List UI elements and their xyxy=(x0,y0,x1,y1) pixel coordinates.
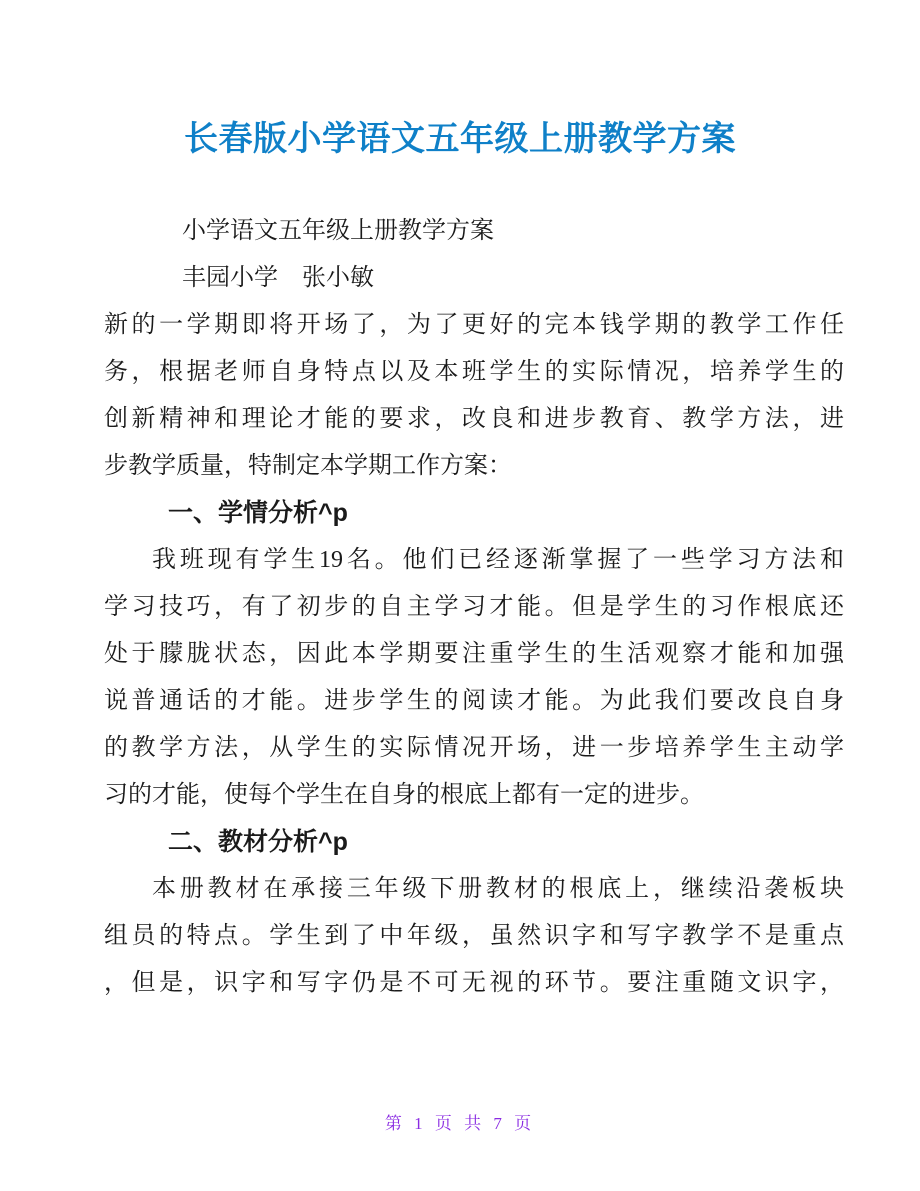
paragraph-line: 我班现有学生19名。他们已经逐渐掌握了一些学习方法和 xyxy=(152,547,844,573)
page-number-footer: 第 1 页 共 7 页 xyxy=(384,1114,536,1133)
paragraph-line: 处于朦胧状态，因此本学期要注重学生的生活观察才能和加强 xyxy=(104,641,844,667)
paragraph-line: 说普通话的才能。进步学生的阅读才能。为此我们要改良自身 xyxy=(104,688,844,714)
paragraph-line: 新的一学期即将开场了，为了更好的完本钱学期的教学工作任 xyxy=(104,312,844,338)
paragraph-line: 步教学质量，特制定本学期工作方案： xyxy=(104,453,512,479)
paragraph-line: ，但是，识字和写字仍是不可无视的环节。要注重随文识字， xyxy=(104,970,844,996)
subtitle-line: 丰园小学 张小敏 xyxy=(182,265,374,291)
subtitle-line: 小学语文五年级上册教学方案 xyxy=(182,218,494,244)
document-content xyxy=(104,208,844,1007)
paragraph-line: 本册教材在承接三年级下册教材的根底上，继续沿袭板块 xyxy=(152,876,844,902)
paragraph-line: 的教学方法，从学生的实际情况开场，进一步培养学生主动学 xyxy=(104,735,844,761)
section-heading: 二、教材分析^p xyxy=(168,828,348,856)
section-heading: 一、学情分析^p xyxy=(168,499,348,527)
paragraph-line: 习的才能，使每个学生在自身的根底上都有一定的进步。 xyxy=(104,782,704,808)
document-title: 长春版小学语文五年级上册教学方案 xyxy=(184,120,736,158)
paragraph-line: 务，根据老师自身特点以及本班学生的实际情况，培养学生的 xyxy=(104,359,844,385)
paragraph-line: 学习技巧，有了初步的自主学习才能。但是学生的习作根底还 xyxy=(104,594,844,620)
paragraph-line: 创新精神和理论才能的要求，改良和进步教育、教学方法，进 xyxy=(104,406,844,432)
paragraph-line: 组员的特点。学生到了中年级，虽然识字和写字教学不是重点 xyxy=(104,923,844,949)
